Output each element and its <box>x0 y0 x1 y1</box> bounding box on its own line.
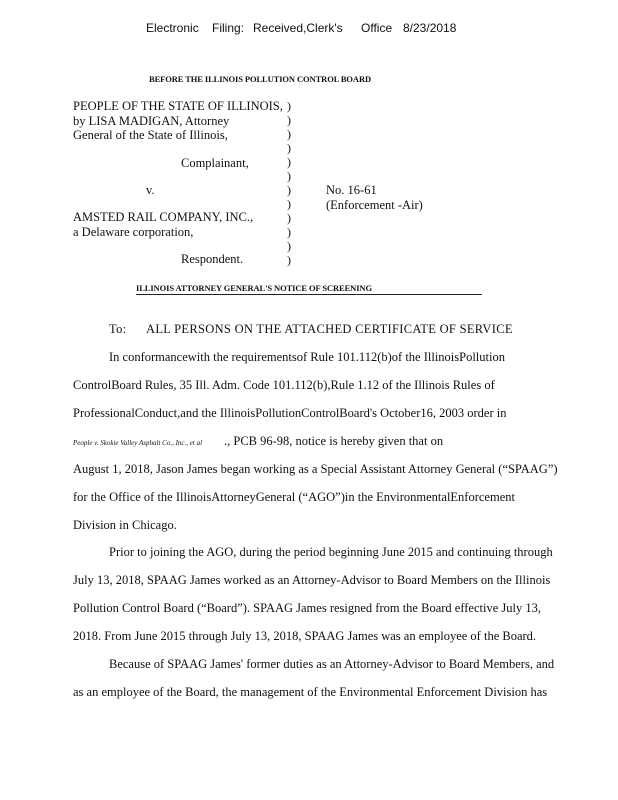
to-label: To: <box>109 322 127 336</box>
to-recipients: ALL PERSONS ON THE ATTACHED CERTIFICATE OF SERVICE <box>146 322 513 336</box>
body-line: 2018. From June 2015 through July 13, 2018, SPAAG James was an employee of the Board. <box>73 629 537 643</box>
versus-label: v. <box>146 183 155 197</box>
body-line <box>73 434 443 449</box>
caption-paren: ) <box>287 113 291 127</box>
body-line: Pollution Control Board (“Board”). SPAAG James resigned from the Board effective July 13, <box>73 601 541 615</box>
body-line: July 13, 2018, SPAAG James worked as an Attorney-Advisor to Board Members on the Illinois <box>73 573 551 587</box>
body-line: Because of SPAAG James' former duties as an Attorney-Advisor to Board Members, and <box>109 657 555 671</box>
caption-paren: ) <box>287 183 291 197</box>
board-heading: BEFORE THE ILLINOIS POLLUTION CONTROL BOARD <box>149 74 372 84</box>
plaintiff-line-1: PEOPLE OF THE STATE OF ILLINOIS, <box>73 99 283 113</box>
defendant-line-1: AMSTED RAIL COMPANY, INC., <box>73 210 254 224</box>
body-line: Division in Chicago. <box>73 518 177 532</box>
to-line <box>109 322 513 337</box>
case-citation: People v. Skokie Valley Asphalt Co., Inc., et al <box>73 439 203 447</box>
defendant-line-2: a Delaware corporation, <box>73 225 194 239</box>
caption-paren: ) <box>287 127 291 141</box>
filing-stamp-filing: Filing: <box>212 21 245 35</box>
caption-paren: ) <box>287 211 291 225</box>
caption-paren: ) <box>287 155 291 169</box>
plaintiff-line-3: General of the State of Illinois, <box>73 128 228 142</box>
caption-paren: ) <box>287 169 291 183</box>
caption-paren: ) <box>287 141 291 155</box>
caption-paren: ) <box>287 197 291 211</box>
case-number: No. 16-61 <box>326 183 377 197</box>
notice-title: ILLINOIS ATTORNEY GENERAL'S NOTICE OF SCREENING <box>136 283 372 293</box>
caption-paren: ) <box>287 253 291 267</box>
respondent-label: Respondent. <box>181 252 244 266</box>
body-text: ., PCB 96-98, notice is hereby given that on <box>224 434 444 448</box>
body-line: for the Office of the IllinoisAttorneyGeneral (“AGO”)in the EnvironmentalEnforcement <box>73 490 515 504</box>
case-type: (Enforcement -Air) <box>326 198 423 212</box>
body-line: Prior to joining the AGO, during the period beginning June 2015 and continuing through <box>109 545 553 559</box>
body-line: ControlBoard Rules, 35 Ill. Adm. Code 101.112(b),Rule 1.12 of the Illinois Rules of <box>73 378 495 392</box>
notice-title-underline <box>136 294 482 295</box>
complainant-label: Complainant, <box>181 156 249 170</box>
caption-paren: ) <box>287 99 291 113</box>
body-line: In conformancewith the requirementsof Rule 101.112(b)of the IllinoisPollution <box>109 350 505 364</box>
filing-stamp-office: Office <box>361 21 393 35</box>
caption-paren: ) <box>287 225 291 239</box>
filing-stamp-date: 8/23/2018 <box>403 21 457 35</box>
filing-stamp-received: Received,Clerk's <box>253 21 343 35</box>
body-line: ProfessionalConduct,and the IllinoisPollutionControlBoard's October16, 2003 order in <box>73 406 507 420</box>
filing-stamp-electronic: Electronic <box>146 21 199 35</box>
body-line: August 1, 2018, Jason James began working as a Special Assistant Attorney General (“SPAAG”) <box>73 462 558 476</box>
plaintiff-line-2: by LISA MADIGAN, Attorney <box>73 114 230 128</box>
caption-paren: ) <box>287 239 291 253</box>
body-line: as an employee of the Board, the management of the Environmental Enforcement Division has <box>73 685 548 699</box>
